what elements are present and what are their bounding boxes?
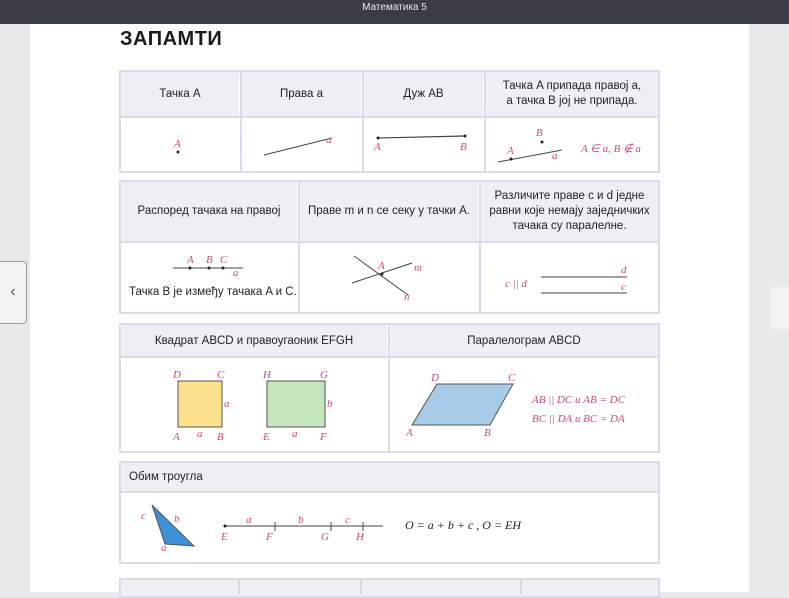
para-text-1: AB || DC и AB = DC [532, 394, 625, 406]
perimeter-diagram [121, 493, 658, 562]
intersect-label-a: A [378, 260, 385, 272]
square-label-b: B [217, 431, 224, 443]
line-label: a [326, 134, 332, 146]
order-point-a [189, 267, 192, 270]
segment-end-a [377, 137, 380, 140]
segment-label-b: B [460, 141, 467, 153]
back-chevron-icon[interactable]: ‹ [0, 261, 27, 324]
point-e [224, 525, 227, 528]
order-point-c [222, 267, 225, 270]
parallel-diagram [481, 243, 658, 311]
right-edge-tab [771, 287, 789, 329]
order-label-c: C [220, 254, 228, 266]
square-rect-diagram [121, 358, 387, 451]
para-label-a: A [406, 427, 413, 439]
rect-label-side-right: b [327, 398, 333, 410]
header-segment: Дуж AB [364, 72, 483, 116]
header-square-rect: Квадрат ABCD и правоугаоник EFGH [121, 325, 387, 357]
membership-label-b: B [536, 127, 543, 139]
membership-label-line: a [552, 150, 558, 162]
membership-label-a: A [507, 145, 514, 157]
para-label-b: B [484, 427, 491, 439]
triangle [152, 505, 194, 546]
segment-label-c-top: c [345, 514, 350, 526]
square-label-side-right: a [224, 398, 230, 410]
triangle-label-b: b [174, 513, 180, 525]
segment-label-b-top: b [298, 514, 304, 526]
header-membership-line1: Тачка A припада правој a, [502, 80, 642, 92]
parallelogram-abcd [412, 384, 513, 425]
segment-label-g: G [321, 531, 329, 543]
order-label-line: a [233, 267, 239, 279]
point-order-diagram [121, 243, 297, 311]
square-abcd [178, 381, 222, 427]
page-heading: ЗАПАМТИ [120, 28, 223, 50]
point-label: A [174, 138, 181, 150]
segment-label-e: E [221, 531, 228, 543]
para-label-d: D [431, 372, 439, 384]
point-diagram [121, 118, 239, 170]
triangle-label-a: a [161, 542, 167, 554]
rect-efgh [267, 381, 325, 427]
row5-box-partial [119, 578, 660, 598]
segment-end-b [464, 135, 467, 138]
intersection-point [381, 273, 384, 276]
header-point-order: Распоред тачака на правој [121, 182, 297, 241]
order-text: Тачка B је између тачака A и C. [129, 286, 297, 298]
intersect-label-n: n [404, 291, 410, 303]
order-label-a: A [187, 254, 194, 266]
rect-label-f: F [320, 431, 327, 443]
segment-ab [378, 136, 465, 138]
header-parallel-line1: Различите праве c и d једне [494, 190, 645, 202]
header-parallel [481, 182, 658, 241]
segment-label-a: A [374, 141, 381, 153]
membership-text: A ∈ a, B ∉ a [581, 143, 641, 155]
intersect-diagram [300, 243, 478, 311]
square-label-c: C [217, 369, 225, 381]
square-label-a: A [173, 431, 180, 443]
point-dot [177, 151, 180, 154]
point-a-on-line [510, 158, 513, 161]
perimeter-formula: O = a + b + c , O = EH [405, 518, 522, 532]
header-line: Права a [242, 72, 361, 116]
membership-diagram [486, 118, 658, 170]
parallelogram-diagram [390, 358, 658, 451]
rect-label-e: E [263, 431, 270, 443]
square-label-d: D [173, 369, 181, 381]
order-label-b: B [206, 254, 213, 266]
para-label-c: C [508, 372, 516, 384]
intersect-label-m: m [414, 262, 422, 274]
para-text-2: BC || DA и BC = DA [532, 413, 625, 425]
header-membership-line2: а тачка B јој не припада. [506, 95, 638, 107]
window-title: Математика 5 [0, 0, 789, 24]
parallel-label-c: c [621, 281, 626, 293]
segment-label-f: F [266, 531, 273, 543]
square-label-side-bottom: a [197, 428, 203, 440]
line-diagram [242, 118, 361, 170]
segment-diagram [364, 118, 483, 170]
header-parallelogram: Паралелограм ABCD [390, 325, 658, 357]
parallel-label-d: d [621, 264, 627, 276]
line-a [264, 138, 332, 155]
rect-label-g: G [320, 369, 328, 381]
order-point-b [208, 267, 211, 270]
header-parallel-line3: тачака су паралелне. [512, 220, 627, 232]
segment-label-a-top: a [246, 514, 252, 526]
header-point: Тачка A [121, 72, 239, 116]
segment-label-h: H [356, 531, 364, 543]
header-perimeter: Обим троугла [121, 463, 658, 491]
header-membership [486, 72, 658, 116]
rect-label-side-bottom: a [292, 428, 298, 440]
triangle-label-c: c [141, 510, 146, 522]
header-intersect: Праве m и n се секу у тачки A. [300, 182, 478, 241]
parallel-text: c || d [505, 278, 527, 290]
rect-label-h: H [263, 369, 271, 381]
header-parallel-line2: равни које немају заједничких [489, 205, 650, 217]
point-b-off-line [541, 141, 544, 144]
